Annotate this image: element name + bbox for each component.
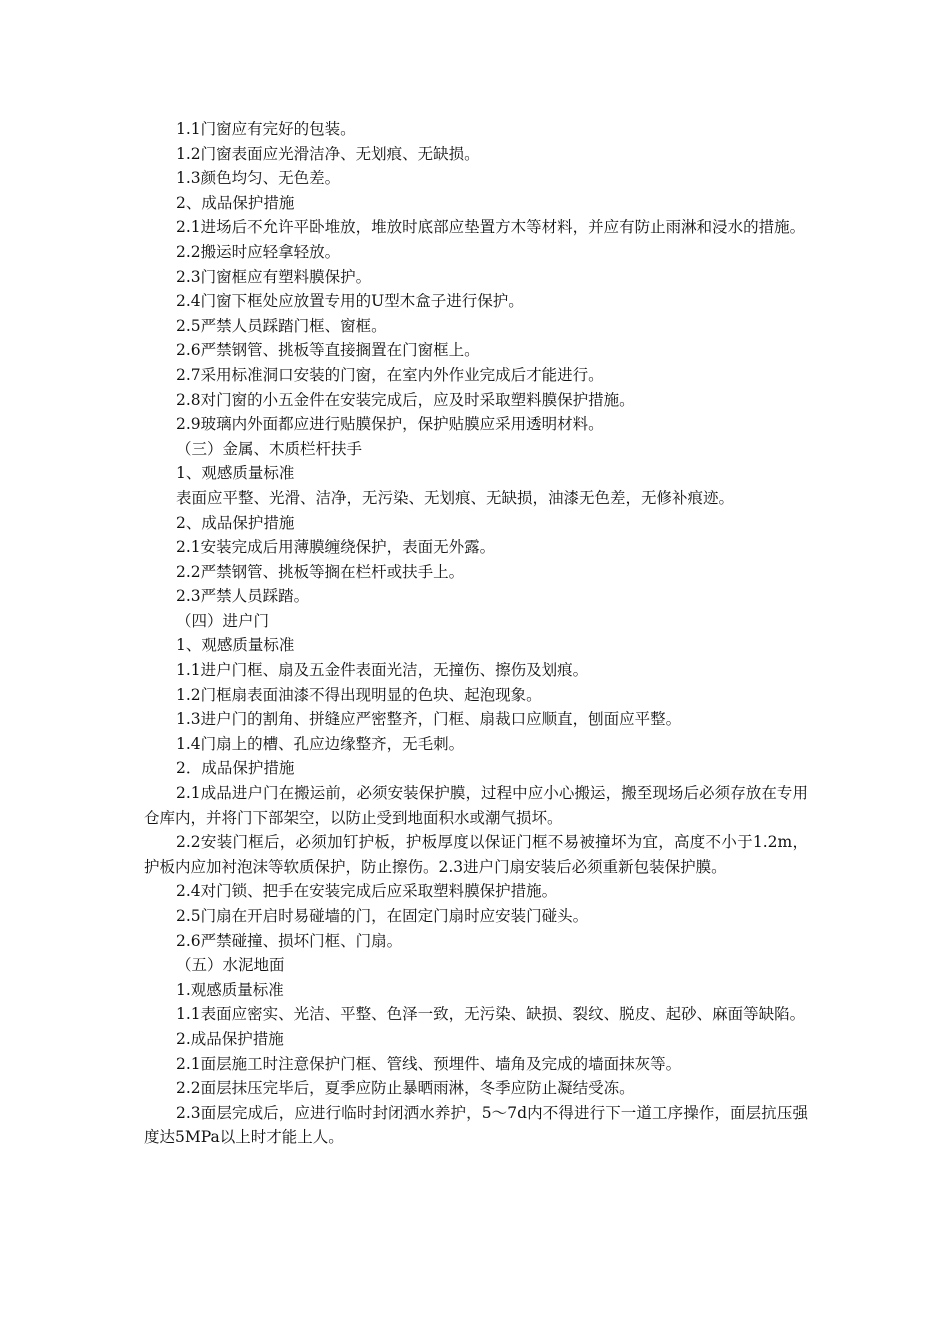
text-line: 1.2门框扇表面油漆不得出现明显的色块、起泡现象。 [176, 685, 542, 704]
text-line: 2.2安装门框后，必须加钉护板，护板厚度以保证门框不易被撞坏为宜，高度不小于1.2m，护板内应加衬泡沫等软质保护，防止擦伤。2.3进户门扇安装后必须重新包装保护膜。 [144, 833, 808, 876]
text-line: 2.1面层施工时注意保护门框、管线、预埋件、墙角及完成的墙面抹灰等。 [176, 1054, 682, 1073]
text-line: 2．成品保护措施 [176, 759, 295, 778]
text-line: 2.1安装完成后用薄膜缠绕保护，表面无外露。 [176, 538, 496, 557]
text-line: 1、观感质量标准 [176, 464, 295, 483]
text-line: 2.8对门窗的小五金件在安装完成后，应及时采取塑料膜保护措施。 [176, 390, 635, 409]
text-line: 1.1门窗应有完好的包装。 [176, 120, 356, 138]
text-line: 2.9玻璃内外面都应进行贴膜保护，保护贴膜应采用透明材料。 [176, 415, 604, 434]
document-body [144, 117, 808, 1150]
text-line: 2.1成品进户门在搬运前，必须安装保护膜，过程中应小心搬运，搬至现场后必须存放在专用仓库内，并将门下部架空，以防止受到地面积水或潮气损坏。 [144, 784, 808, 827]
text-line: 2.7采用标准洞口安装的门窗，在室内外作业完成后才能进行。 [176, 365, 604, 384]
text-line: 2、成品保护措施 [176, 513, 295, 532]
text-line: （三）金属、木质栏杆扶手 [176, 439, 363, 458]
text-line: 2.6严禁碰撞、损坏门框、门扇。 [176, 931, 403, 950]
text-line: 1.1表面应密实、光洁、平整、色泽一致，无污染、缺损、裂纹、脱皮、起砂、麻面等缺陷。 [176, 1005, 806, 1024]
text-line: 1.1进户门框、扇及五金件表面光洁，无撞伤、擦伤及划痕。 [176, 661, 589, 680]
text-line: 2.4门窗下框处应放置专用的U型木盒子进行保护。 [176, 292, 524, 311]
text-line: 2.3门窗框应有塑料膜保护。 [176, 267, 372, 286]
text-line: 1.2门窗表面应光滑洁净、无划痕、无缺损。 [176, 144, 480, 163]
text-line: 1.3进户门的割角、拼缝应严密整齐，门框、扇裁口应顺直，刨面应平整。 [176, 710, 682, 729]
text-line: 1.4门扇上的槽、孔应边缘整齐，无毛刺。 [176, 734, 465, 753]
text-line: 2、成品保护措施 [176, 193, 295, 212]
text-line: 2.1进场后不允许平卧堆放，堆放时底部应垫置方木等材料，并应有防止雨淋和浸水的措施。 [176, 218, 806, 237]
text-line: （五）水泥地面 [176, 956, 285, 975]
text-line: 1.3颜色均匀、无色差。 [176, 169, 341, 188]
text-line: 2.3面层完成后，应进行临时封闭洒水养护，5～7d内不得进行下一道工序操作，面层抗压强度达5MPa以上时才能上人。 [144, 1103, 808, 1147]
text-line: 表面应平整、光滑、洁净，无污染、无划痕、无缺损，油漆无色差，无修补痕迹。 [176, 488, 735, 507]
text-line: 2.成品保护措施 [176, 1029, 284, 1048]
text-line: 2.4对门锁、把手在安装完成后应采取塑料膜保护措施。 [176, 882, 558, 901]
text-line: 1、观感质量标准 [176, 636, 295, 655]
text-line: 2.3严禁人员踩踏。 [176, 587, 310, 606]
text-line: 2.2搬运时应轻拿轻放。 [176, 242, 341, 261]
text-line: 2.5门扇在开启时易碰墙的门，在固定门扇时应安装门碰头。 [176, 907, 589, 925]
text-line: 2.2面层抹压完毕后，夏季应防止暴晒雨淋，冬季应防止凝结受冻。 [176, 1079, 635, 1098]
text-line: 2.6严禁钢管、挑板等直接搁置在门窗框上。 [176, 341, 480, 360]
text-line: 2.2严禁钢管、挑板等搁在栏杆或扶手上。 [176, 562, 465, 581]
text-line: 2.5严禁人员踩踏门框、窗框。 [176, 316, 387, 335]
text-line: 1.观感质量标准 [176, 980, 284, 999]
text-line: （四）进户门 [176, 611, 270, 630]
